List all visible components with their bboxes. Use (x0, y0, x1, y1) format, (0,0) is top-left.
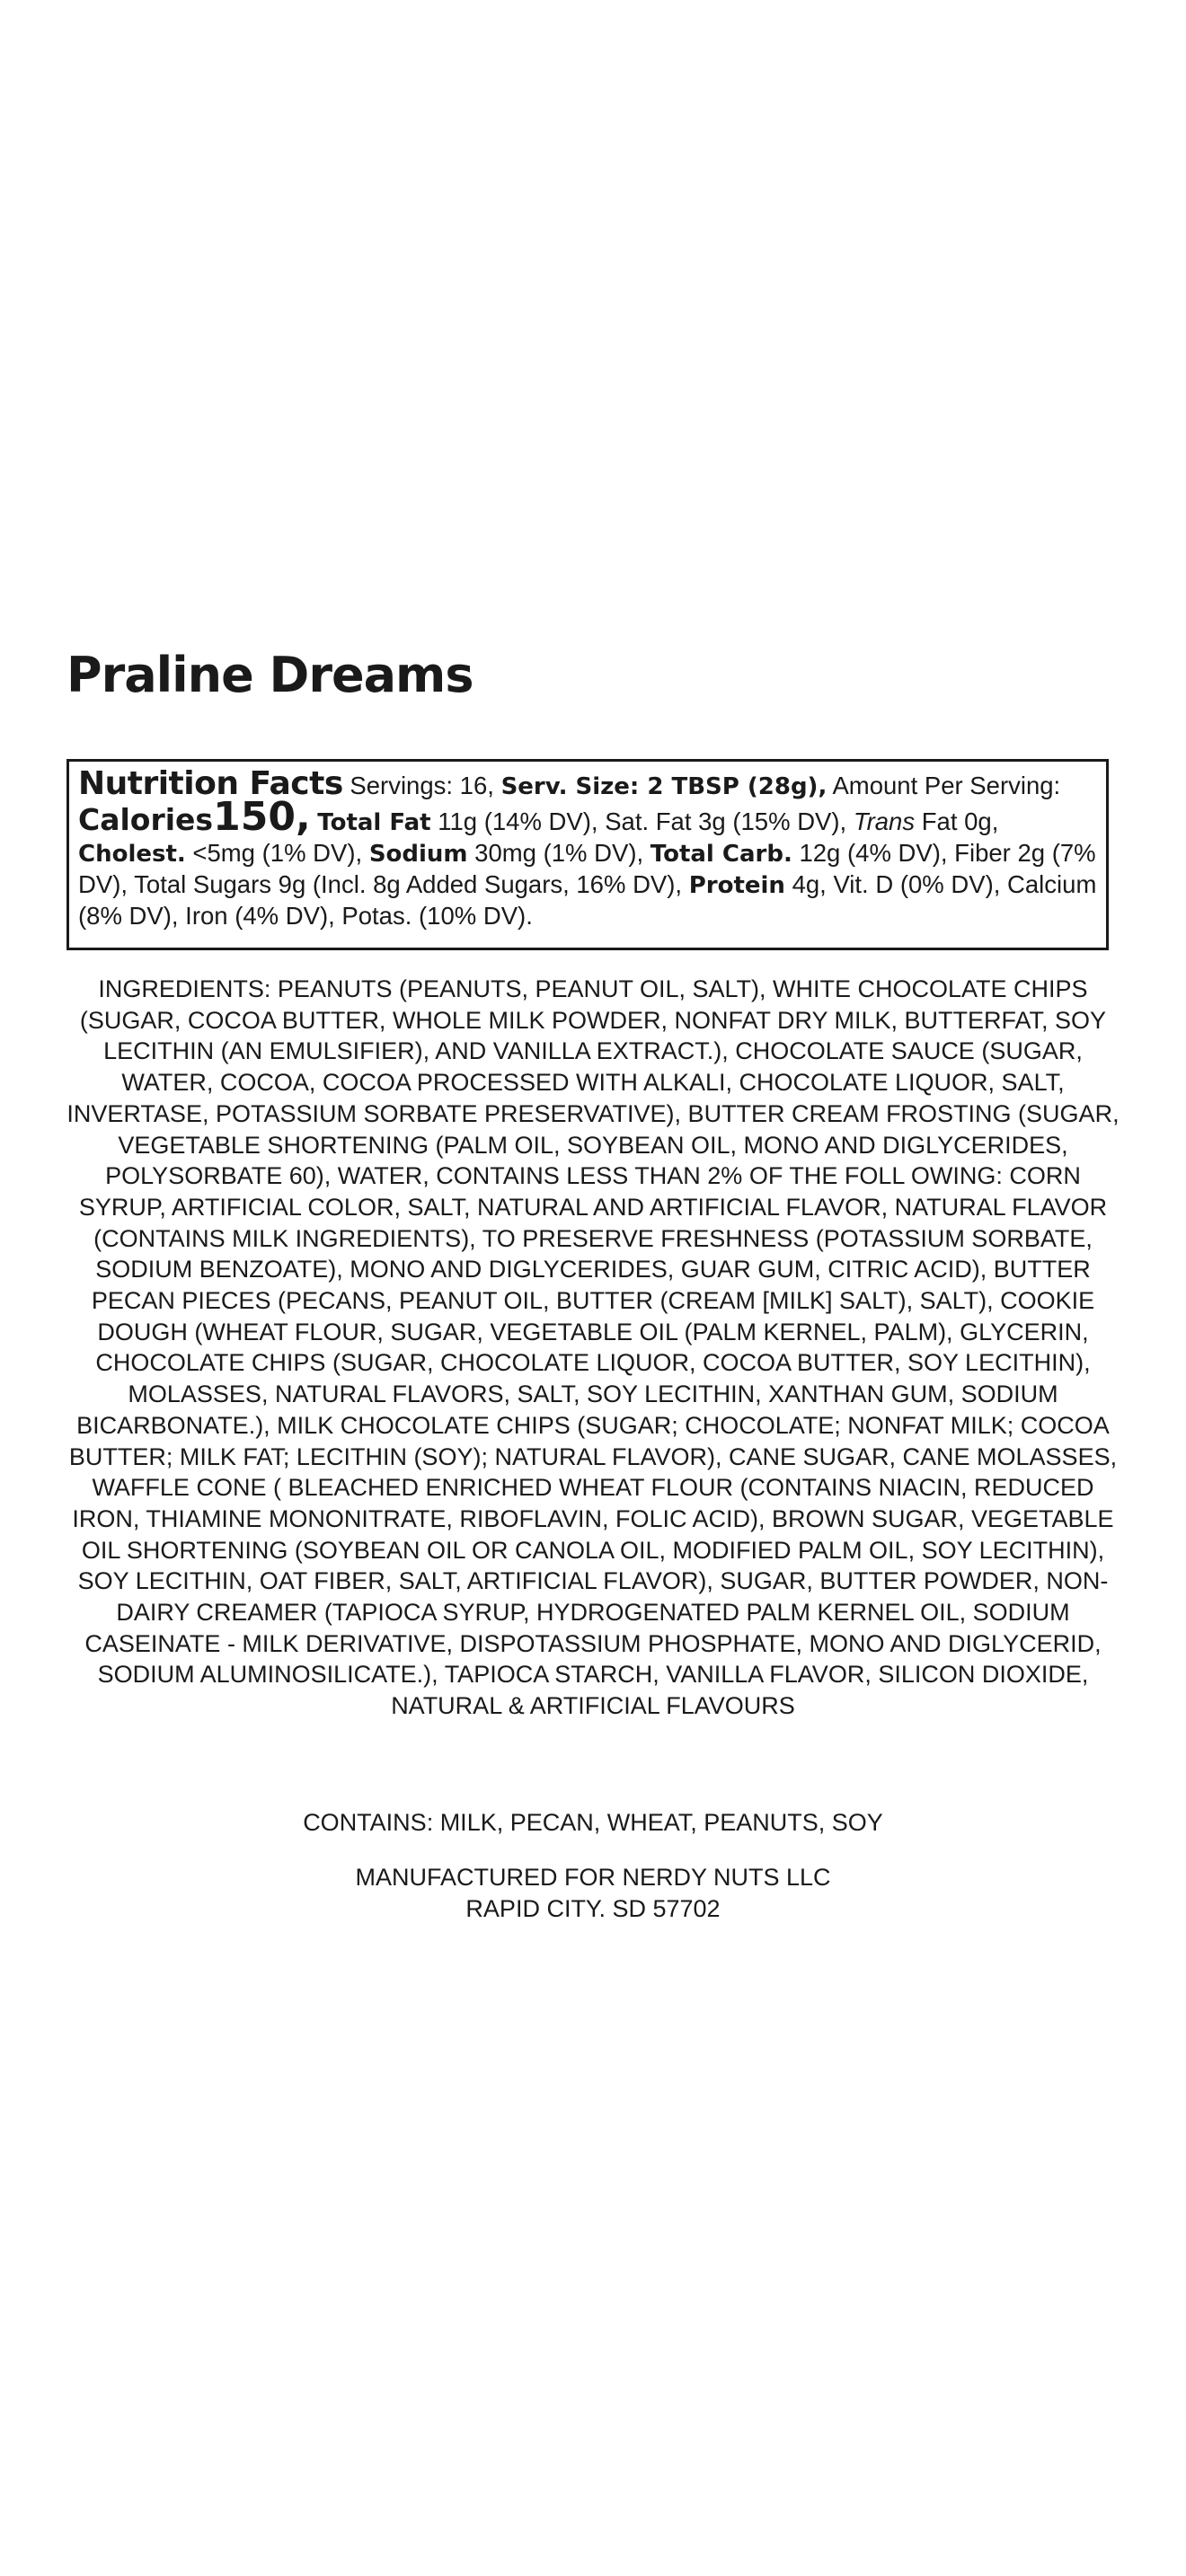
serving-size-text: Serv. Size: 2 TBSP (28g), (500, 773, 828, 800)
sodium-label: Sodium (368, 841, 468, 868)
total-fat-label: Total Fat (317, 809, 431, 836)
nutrition-facts-heading: Nutrition Facts (78, 765, 343, 802)
total-fat-value: 11g (14% DV), Sat. Fat 3g (15% DV), (438, 807, 847, 835)
manufacturer-info (63, 1862, 1123, 1925)
cholesterol-label: Cholest. (78, 841, 186, 868)
ingredients-text: INGREDIENTS: PEANUTS (PEANUTS, PEANUT OIL, SALT), WHITE CHOCOLATE CHIPS (SUGAR, COCOA BUTTER, WHOLE MILK POWDER, NONFAT DRY MILK, BUTTERFAT, SOY LECITHIN (AN EMULSIFIER), AND VANILLA EXTRACT.), CHOCOLATE SAUCE (SUGAR, WATER, COCOA, COCOA PROCESSED WITH ALKALI, CHOCOLATE LIQUOR, SALT, INVERTASE, POTASSIUM SORBATE PRESERVATIVE), BUTTER CREAM FROSTING (SUGAR, VEGETABLE SHORTENING (PALM OIL, SOYBEAN OIL, MONO AND DIGLYCERIDES, POLYSORBATE 60), WATER, CONTAINS LESS THAN 2% OF THE FOLL OWING: CORN SYRUP, ARTIFICIAL COLOR, SALT, NATURAL AND ARTIFICIAL FLAVOR, NATURAL FLAVOR (CONTAINS MILK INGREDIENTS), TO PRESERVE FRESHNESS (POTASSIUM SORBATE, SODIUM BENZOATE), MONO AND DIGLYCERIDES, GUAR GUM, CITRIC ACID), BUTTER PECAN PIECES (PECANS, PEANUT OIL, BUTTER (CREAM [MILK] SALT), SALT), COOKIE DOUGH (WHEAT FLOUR, SUGAR, VEGETABLE OIL (PALM KERNEL, PALM), GLYCERIN, CHOCOLATE CHIPS (SUGAR, CHOCOLATE LIQUOR, COCOA BUTTER, SOY LECITHIN), MOLASSES, NATURAL FLAVORS, SALT, SOY LECITHIN, XANTHAN GUM, SODIUM BICARBONATE.), MILK CHOCOLATE CHIPS (SUGAR; CHOCOLATE; NONFAT MILK; COCOA BUTTER; MILK FAT; LECITHIN (SOY); NATURAL FLAVOR), CANE SUGAR, CANE MOLASSES, WAFFLE CONE ( BLEACHED ENRICHED WHEAT FLOUR (CONTAINS NIACIN, REDUCED IRON, THIAMINE MONONITRATE, RIBOFLAVIN, FOLIC ACID), BROWN SUGAR, VEGETABLE OIL SHORTENING (SOYBEAN OIL OR CANOLA OIL, MODIFIED PALM OIL, SOY LECITHIN), SOY LECITHIN, OAT FIBER, SALT, ARTIFICIAL FLAVOR), SUGAR, BUTTER POWDER, NON-DAIRY CREAMER (TAPIOCA SYRUP, HYDROGENATED PALM KERNEL OIL, SODIUM CASEINATE - MILK DERIVATIVE, DISPOTASSIUM PHOSPHATE, MONO AND DIGLYCERID, SODIUM ALUMINOSILICATE.), TAPIOCA STARCH, VANILLA FLAVOR, SILICON DIOXIDE, NATURAL & ARTIFICIAL FLAVOURS (66, 975, 1120, 1720)
product-title: Praline Dreams (66, 647, 474, 703)
protein-label: Protein (688, 872, 785, 899)
total-carb-label: Total Carb. (650, 841, 792, 868)
servings-text: Servings: 16, (350, 772, 494, 799)
manufacturer-name: MANUFACTURED FOR NERDY NUTS LLC (355, 1864, 831, 1891)
trans-value: Fat 0g, (921, 807, 999, 835)
nutrition-facts-box (66, 759, 1109, 950)
total-carb-value: 12g (4% DV), Fiber 2g (7% DV), Total Sugars 9g (Incl. 8g Added Sugars, 16% DV), (78, 839, 1096, 898)
amount-per-serving-text: Amount Per Serving: (832, 772, 1061, 799)
calories-value: 150, (213, 794, 311, 840)
cholesterol-value: <5mg (1% DV), (192, 839, 363, 867)
protein-value: 4g, Vit. D (0% DV), Calcium (8% DV), Iron (4% DV), Potas. (10% DV). (78, 870, 1097, 930)
manufacturer-address: RAPID CITY. SD 57702 (465, 1895, 721, 1922)
allergen-contains-text: CONTAINS: MILK, PECAN, WHEAT, PEANUTS, SOY (303, 1809, 883, 1836)
trans-label: Trans (853, 807, 916, 835)
calories-label: Calories (78, 802, 214, 837)
sodium-value: 30mg (1% DV), (474, 839, 644, 867)
